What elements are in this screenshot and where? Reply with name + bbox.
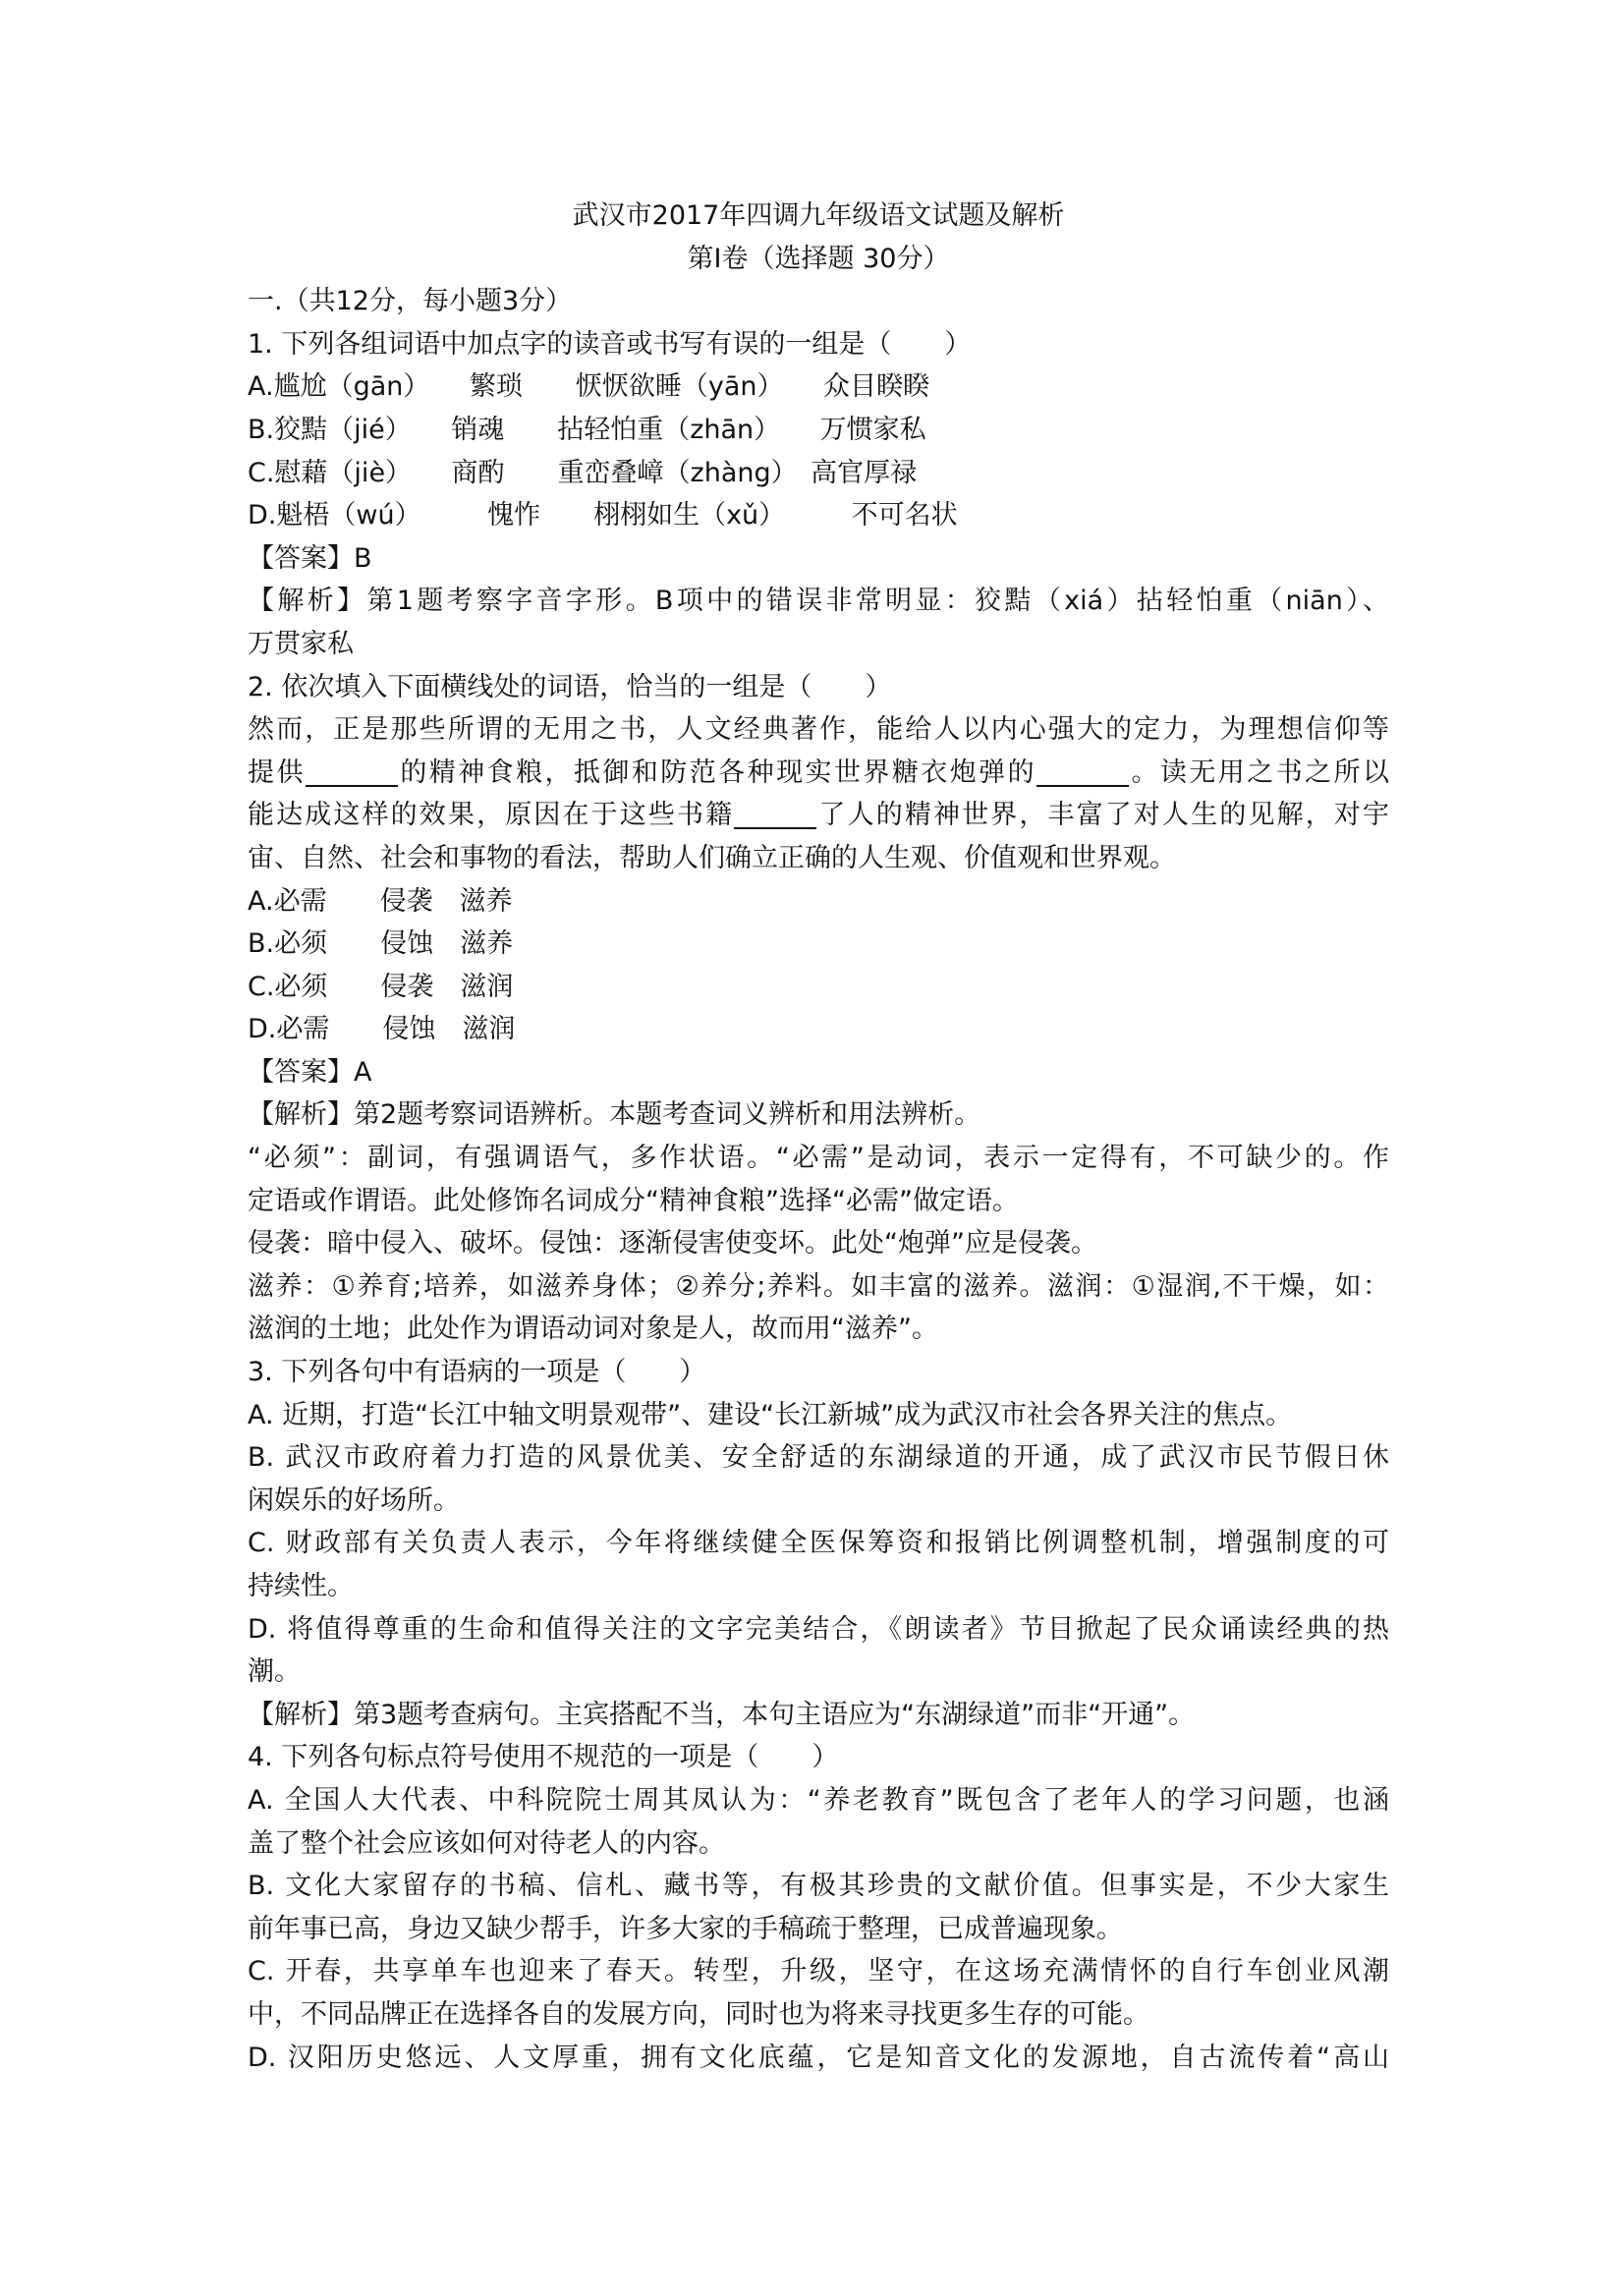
question-4-line: B. 文化大家留存的书稿、信札、藏书等，有极其珍贵的文献价值。但事实是，不少大家生 bbox=[248, 1871, 1389, 1902]
passage-text: 了人的精神世界，丰富了对人生的见解，对宇 bbox=[816, 800, 1389, 831]
question-3-line: 持续性。 bbox=[248, 1571, 354, 1601]
fill-blank-1 bbox=[306, 756, 398, 787]
fill-blank-2 bbox=[1036, 756, 1129, 787]
question-2-passage-line: 宙、自然、社会和事物的看法，帮助人们确立正确的人生观、价值观和世界观。 bbox=[248, 842, 1176, 873]
question-3-stem: 3. 下列各句中有语病的一项是（ ） bbox=[248, 1357, 706, 1388]
passage-text: 提供 bbox=[248, 756, 306, 788]
question-2-answer: 【答案】A bbox=[248, 1056, 372, 1088]
question-2-passage: 然而，正是那些所谓的无用之书，人文经典著作，能给人以内心强大的定力，为理想信仰等 bbox=[248, 714, 1389, 746]
section-subtitle: 第Ⅰ卷（选择题 30分） bbox=[687, 243, 950, 274]
question-3-line: B. 武汉市政府着力打造的风景优美、安全舒适的东湖绿道的开通，成了武汉市民节假日休 bbox=[248, 1442, 1389, 1474]
question-2-analysis: 滋养：①养育;培养，如滋养身体；②养分;养料。如丰富的滋养。滋润：①湿润,不干燥，如： bbox=[248, 1270, 1389, 1302]
question-3-line: A. 近期，打造“长江中轴文明景观带”、建设“长江新城”成为武汉市社会各界关注的焦点。 bbox=[248, 1399, 1293, 1430]
question-3-line: C. 财政部有关负责人表示，今年将继续健全医保筹资和报销比例调整机制，增强制度的可 bbox=[248, 1528, 1389, 1559]
question-2-passage-line bbox=[248, 794, 1389, 837]
question-4-line: 盖了整个社会应该如何对待老人的内容。 bbox=[248, 1827, 725, 1859]
doc-title: 武汉市2017年四调九年级语文试题及解析 bbox=[572, 200, 1065, 231]
question-1-analysis: 【解析】第1题考察字音字形。B项中的错误非常明显：狡黠（xiá）拈轻怕重（niān）、 bbox=[248, 586, 1389, 617]
question-4-stem: 4. 下列各句标点符号使用不规范的一项是（ ） bbox=[248, 1742, 839, 1773]
passage-text: 。读无用之书之所以 bbox=[1129, 756, 1390, 788]
question-2-stem: 2. 依次填入下面横线处的词语，恰当的一组是（ ） bbox=[248, 671, 892, 702]
section-heading: 一.（共12分，每小题3分） bbox=[248, 286, 573, 317]
question-1-answer: 【答案】B bbox=[248, 542, 372, 574]
question-3-line: 闲娱乐的好场所。 bbox=[248, 1484, 460, 1516]
question-3-analysis: 【解析】第3题考查病句。主宾搭配不当，本句主语应为“东湖绿道”而非“开通”。 bbox=[248, 1699, 1196, 1730]
question-2-analysis: 定语或作谓语。此处修饰名词成分“精神食粮”选择“必需”做定语。 bbox=[248, 1185, 1019, 1216]
exam-page bbox=[248, 195, 1389, 2079]
question-2-option-d: D.必需 侵蚀 滋润 bbox=[248, 1014, 516, 1045]
question-1-option-b: B.狡黠（jié） 销魂 拈轻怕重（zhān） 万惯家私 bbox=[248, 414, 926, 445]
fill-blank-3 bbox=[734, 798, 816, 829]
question-2-option-b: B.必须 侵蚀 滋养 bbox=[248, 928, 514, 960]
question-2-analysis: 侵袭：暗中侵入、破坏。侵蚀：逐渐侵害使变坏。此处“炮弹”应是侵袭。 bbox=[248, 1228, 1097, 1260]
question-1-stem: 1. 下列各组词语中加点字的读音或书写有误的一组是（ ） bbox=[248, 328, 972, 360]
question-2-passage-line bbox=[248, 752, 1389, 795]
question-2-analysis: “必须”：副词，有强调语气，多作状语。“必需”是动词，表示一定得有，不可缺少的。作 bbox=[248, 1143, 1389, 1174]
question-4-line: 前年事已高，身边又缺少帮手，许多大家的手稿疏于整理，已成普遍现象。 bbox=[248, 1913, 1123, 1944]
question-2-option-a: A.必需 侵袭 滋养 bbox=[248, 885, 513, 917]
question-4-line: 中，不同品牌正在选择各自的发展方向，同时也为将来寻找更多生存的可能。 bbox=[248, 1998, 1149, 2030]
question-2-analysis: 【解析】第2题考察词语辨析。本题考查词义辨析和用法辨析。 bbox=[248, 1099, 981, 1131]
question-1-option-c: C.慰藉（jiè） 商酌 重峦叠嶂（zhàng） 高官厚禄 bbox=[248, 457, 918, 488]
question-4-line: D. 汉阳历史悠远、人文厚重，拥有文化底蕴，它是知音文化的发源地，自古流传着“高山 bbox=[248, 2042, 1389, 2073]
question-2-option-c: C.必须 侵袭 滋润 bbox=[248, 971, 514, 1002]
question-3-line: D. 将值得尊重的生命和值得关注的文字完美结合，《朗读者》节目掀起了民众诵读经典的热 bbox=[248, 1613, 1389, 1645]
question-4-line: A. 全国人大代表、中科院院士周其凤认为：“养老教育”既包含了老年人的学习问题，也涵 bbox=[248, 1784, 1389, 1816]
question-3-line: 潮。 bbox=[248, 1656, 301, 1688]
question-1-analysis-cont: 万贯家私 bbox=[248, 628, 354, 659]
passage-text: 的精神食粮，抵御和防范各种现实世界糖衣炮弹的 bbox=[397, 756, 1037, 788]
question-2-analysis: 滋润的土地；此处作为谓语动词对象是人，故而用“滋养”。 bbox=[248, 1314, 938, 1345]
question-4-line: C. 开春，共享单车也迎来了春天。转型，升级，坚守，在这场充满情怀的自行车创业风潮 bbox=[248, 1956, 1389, 1988]
passage-text: 能达成这样的效果，原因在于这些书籍 bbox=[248, 800, 735, 831]
question-1-option-d: D.魁梧（wú） 愧怍 栩栩如生（xǔ） 不可名状 bbox=[248, 500, 958, 532]
question-1-option-a: A.尴尬（gān） 繁琐 恹恹欲睡（yān） 众目睽睽 bbox=[248, 371, 930, 403]
